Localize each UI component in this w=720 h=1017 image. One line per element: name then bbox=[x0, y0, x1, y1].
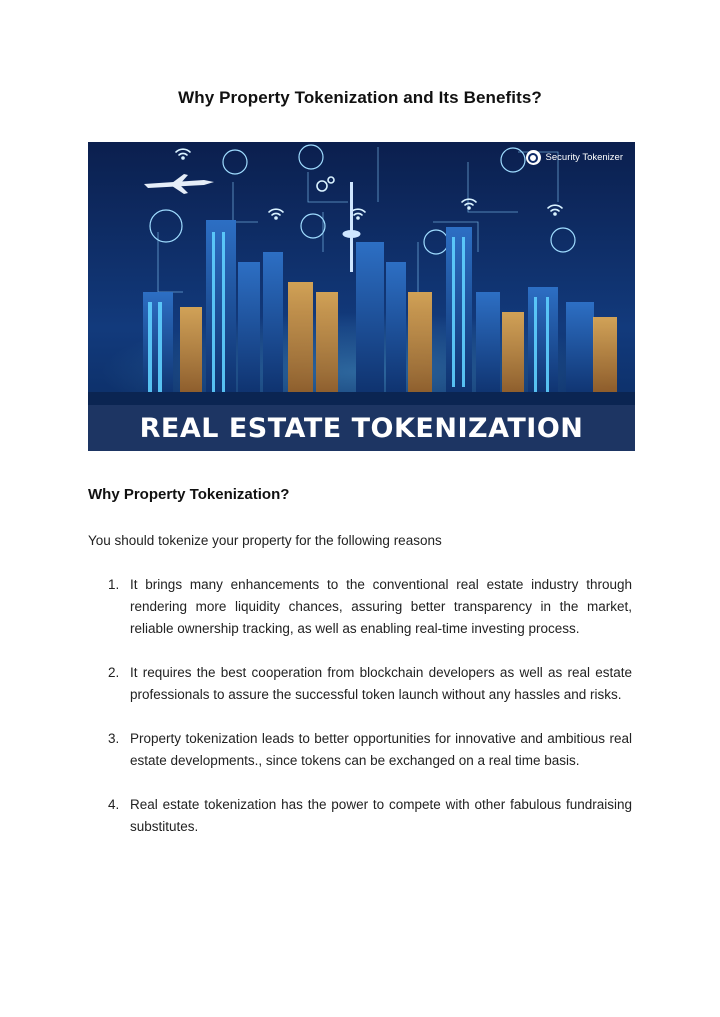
list-item-text: Property tokenization leads to better opportunities for innovative and ambitious real estate developments., since tokens can be exchanged on a real time basis. bbox=[130, 731, 632, 768]
page-title: Why Property Tokenization and Its Benefits? bbox=[178, 88, 542, 107]
list-item bbox=[108, 794, 632, 838]
list-item bbox=[108, 574, 632, 640]
brand-name: Security Tokenizer bbox=[545, 152, 623, 163]
list-item-number: 4. bbox=[108, 797, 120, 812]
intro-text: You should tokenize your property for the following reasons bbox=[88, 533, 442, 548]
section-heading: Why Property Tokenization? bbox=[88, 486, 290, 503]
security-tokenizer-logo-icon bbox=[526, 150, 541, 165]
list-item-number: 2. bbox=[108, 665, 120, 680]
list-item-text: It brings many enhancements to the conventional real estate industry through rendering more liquidity chances, assuring better transparency in the market, reliable ownership tracking, as well as enabling real-time investing process. bbox=[130, 577, 632, 636]
banner-caption: REAL ESTATE TOKENIZATION bbox=[139, 412, 584, 444]
banner-image bbox=[88, 142, 635, 451]
list-item-text: Real estate tokenization has the power to compete with other fabulous fundraising substitutes. bbox=[130, 797, 632, 834]
list-item bbox=[108, 662, 632, 706]
brand-mark bbox=[526, 150, 623, 165]
list-item bbox=[108, 728, 632, 772]
list-item-number: 3. bbox=[108, 731, 120, 746]
reasons-list bbox=[108, 574, 632, 860]
list-item-number: 1. bbox=[108, 577, 120, 592]
list-item-text: It requires the best cooperation from blockchain developers as well as real estate professionals to assure the successful token launch without any hassles and risks. bbox=[130, 665, 632, 702]
